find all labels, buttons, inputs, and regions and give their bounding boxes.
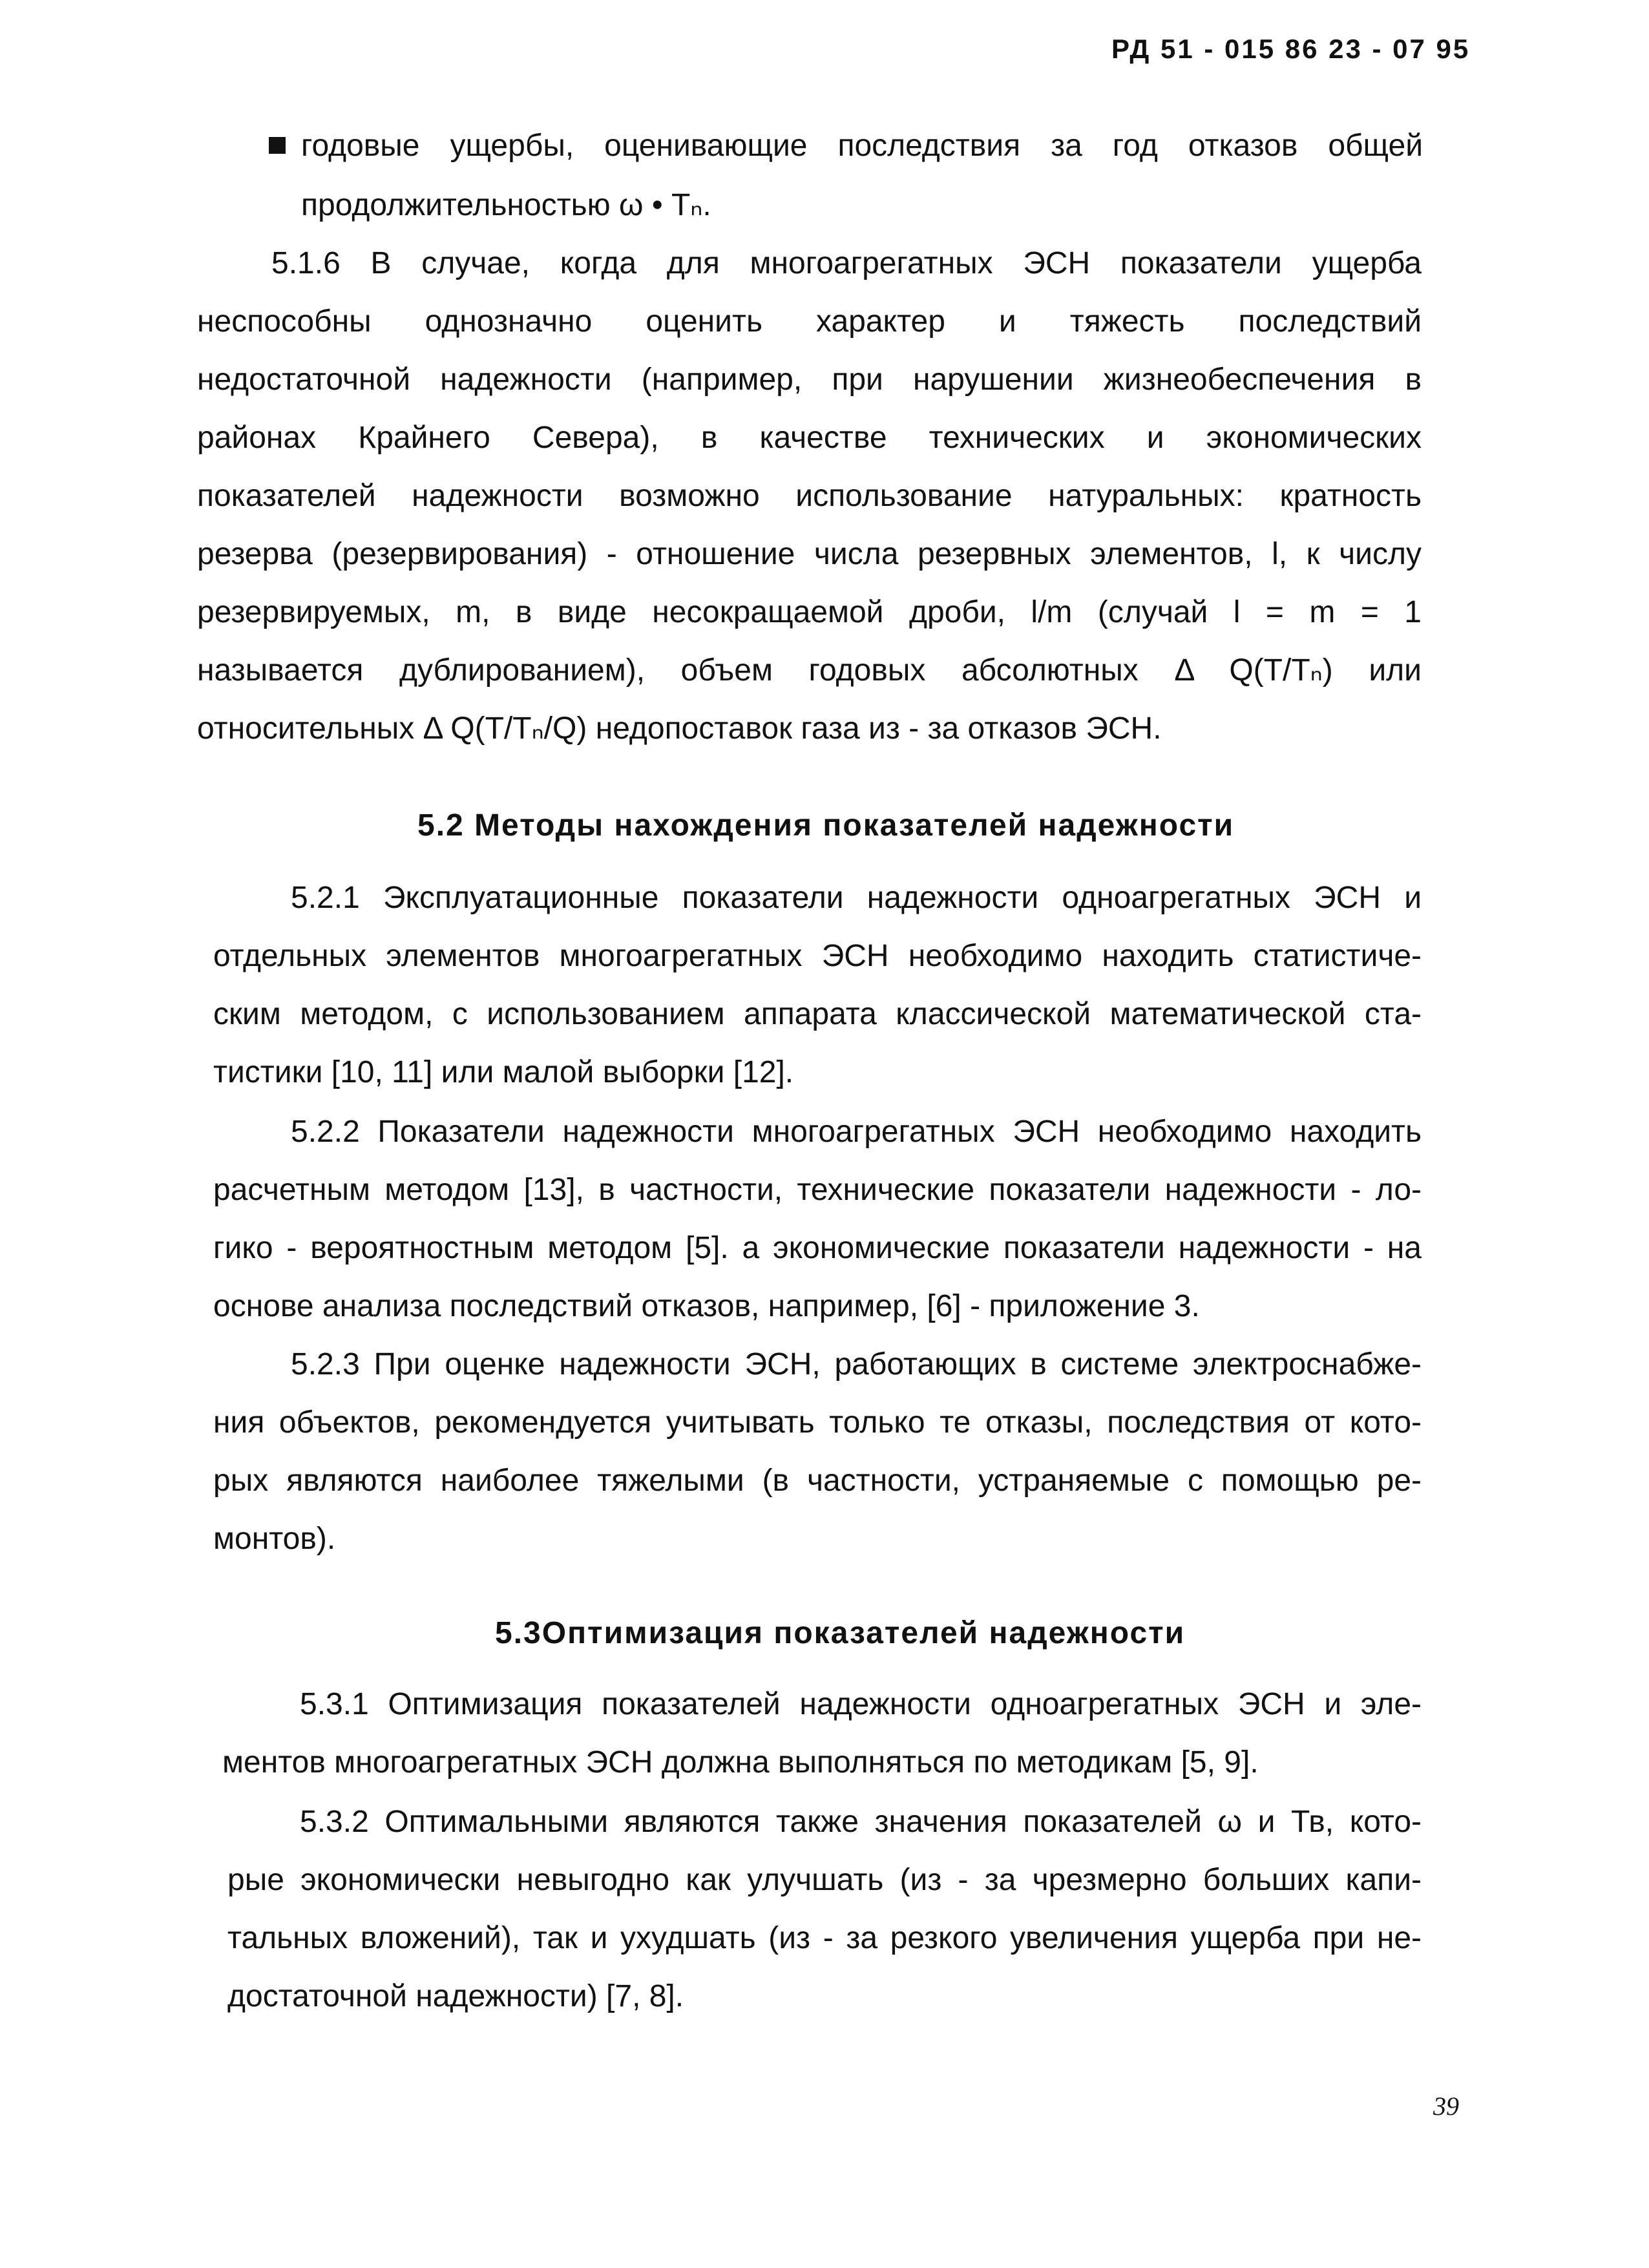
document-code: РД 51 - 015 86 23 - 07 95 (1111, 34, 1471, 64)
para-5-1-6-line-5: показателей надежности возможно использование натуральных: кратность (197, 479, 1422, 513)
para-5-2-3-line-2: ния объектов, рекомендуется учитывать только те отказы, последствия от кото- (213, 1405, 1422, 1440)
section-heading-5-2: 5.2 Методы нахождения показателей надежности (417, 808, 1235, 843)
para-5-2-1-line-3: ским методом, с использованием аппарата классической математической ста- (213, 997, 1422, 1031)
para-5-2-1-line-1: 5.2.1 Эксплуатационные показатели надежности одноагрегатных ЭСН и (291, 881, 1422, 915)
para-5-3-2-line-4: достаточной надежности) [7, 8]. (227, 1979, 684, 2013)
para-5-2-2-line-1: 5.2.2 Показатели надежности многоагрегатных ЭСН необходимо находить (291, 1115, 1422, 1149)
para-5-3-2-line-2: рые экономически невыгодно как улучшать (из - за чрезмерно больших капи- (227, 1863, 1422, 1897)
para-5-3-2-line-3: тальных вложений), так и ухудшать (из - за резкого увеличения ущерба при не- (227, 1921, 1422, 1955)
para-5-2-1-line-4: тистики [10, 11] или малой выборки [12]. (213, 1055, 794, 1089)
bullet-square-icon (269, 137, 286, 154)
para-5-2-1-line-2: отдельных элементов многоагрегатных ЭСН необходимо находить статистиче- (213, 939, 1422, 973)
para-5-3-1-line-1: 5.3.1 Оптимизация показателей надежности одноагрегатных ЭСН и эле- (300, 1687, 1422, 1721)
para-5-3-2-line-1: 5.3.2 Оптимальными являются также значения показателей ω и Тв, кото- (300, 1805, 1422, 1839)
para-5-1-6-line-6: резерва (резервирования) - отношение числа резервных элементов, l, к числу (197, 537, 1422, 571)
para-5-2-2-line-2: расчетным методом [13], в частности, технические показатели надежности - ло- (213, 1173, 1422, 1207)
para-5-2-3-line-3: рых являются наиболее тяжелыми (в частности, устраняемые с помощью ре- (213, 1464, 1422, 1498)
para-5-2-2-line-3: гико - вероятностным методом [5]. а экономические показатели надежности - на (213, 1231, 1422, 1265)
para-5-2-3-line-4: монтов). (213, 1522, 336, 1556)
section-heading-5-3: 5.3Оптимизация показателей надежности (495, 1616, 1186, 1650)
para-5-1-6-line-9: относительных Δ Q(T/Tₙ/Q) недопоставок газа из - за отказов ЭСН. (197, 711, 1162, 746)
para-5-2-2-line-4: основе анализа последствий отказов, например, [6] - приложение 3. (213, 1289, 1200, 1323)
para-5-1-6-line-3: недостаточной надежности (например, при нарушении жизнеобеспечения в (197, 362, 1422, 397)
para-5-1-6-line-8: называется дублированием), объем годовых абсолютных Δ Q(T/Tₙ) или (197, 653, 1422, 688)
para-5-1-6-line-7: резервируемых, m, в виде несокращаемой дроби, l/m (случай l = m = 1 (197, 595, 1422, 629)
bullet-line-2: продолжительностью ω • Тₙ. (301, 188, 711, 222)
para-5-1-6-line-1: 5.1.6 В случае, когда для многоагрегатных ЭСН показатели ущерба (271, 246, 1422, 280)
para-5-3-1-line-2: ментов многоагрегатных ЭСН должна выполняться по методикам [5, 9]. (222, 1745, 1259, 1780)
para-5-1-6-line-4: районах Крайнего Севера), в качестве технических и экономических (197, 421, 1422, 455)
bullet-line-1: годовые ущербы, оценивающие последствия за год отказов общей (301, 129, 1423, 163)
para-5-2-3-line-1: 5.2.3 При оценке надежности ЭСН, работающих в системе электроснабже- (291, 1347, 1422, 1381)
page-number: 39 (1433, 2092, 1459, 2121)
para-5-1-6-line-2: неспособны однозначно оценить характер и тяжесть последствий (197, 304, 1422, 339)
